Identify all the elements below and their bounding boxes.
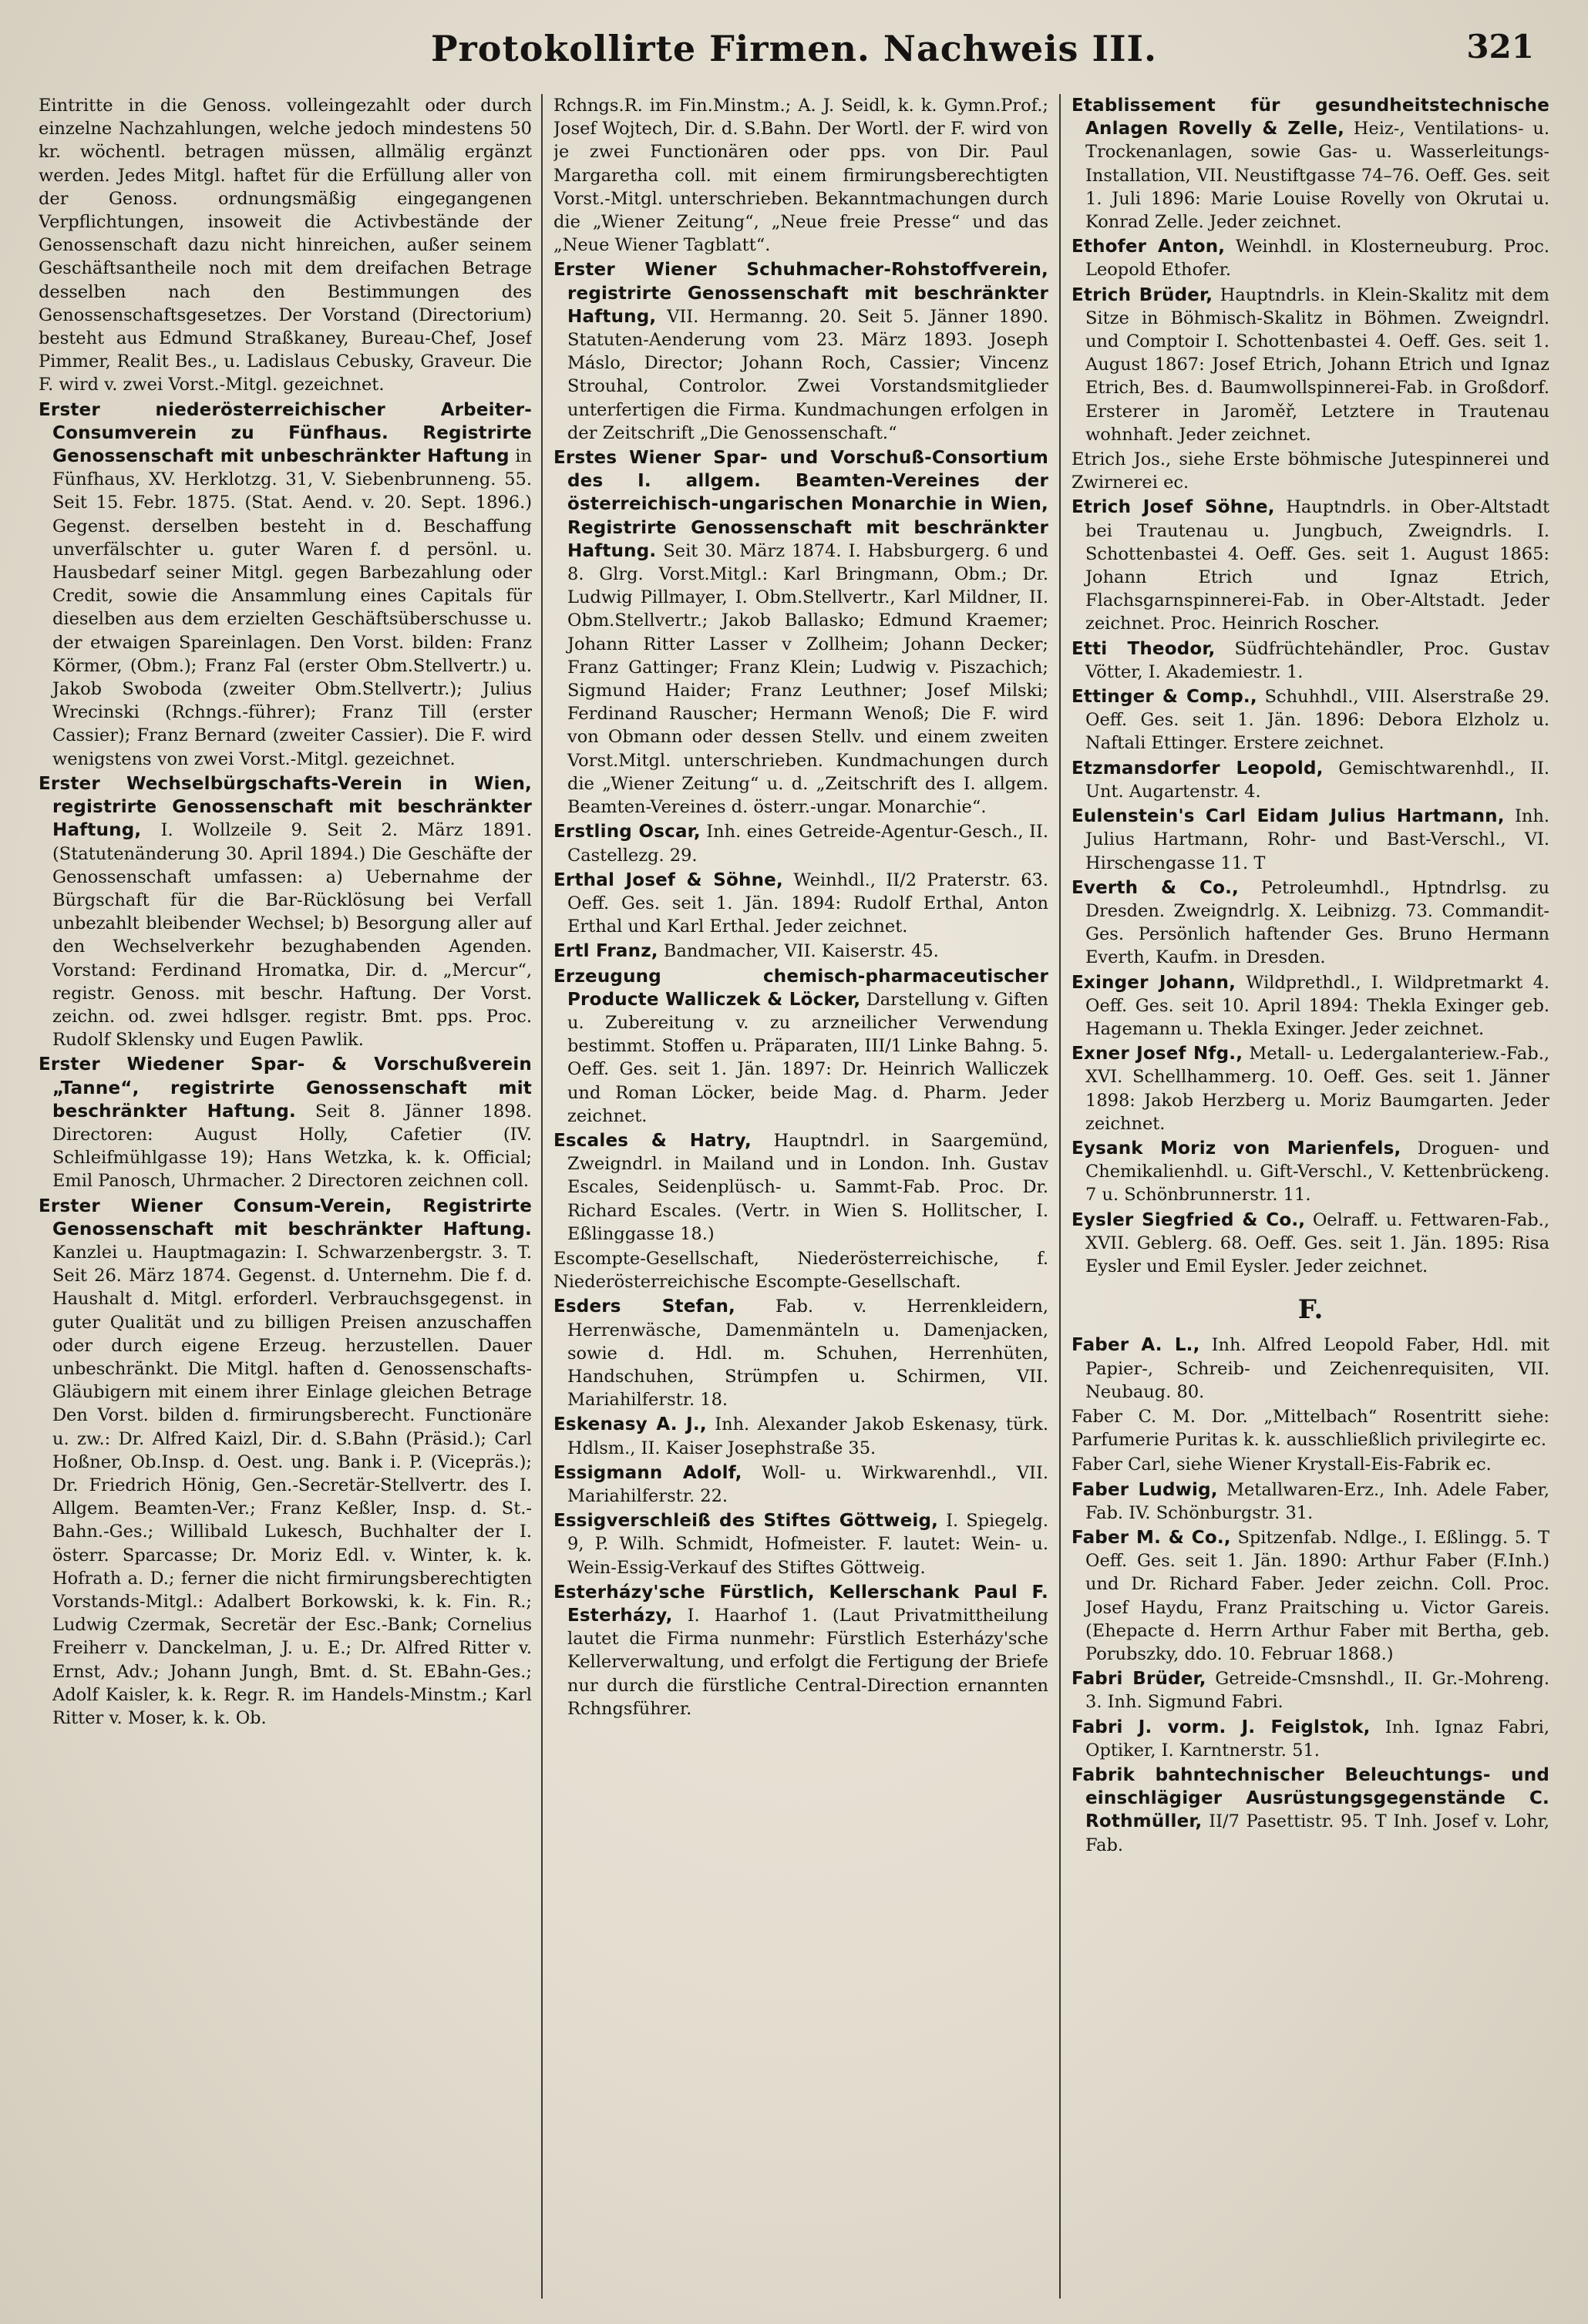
entry-text: Metall- u. Ledergalanteriew.-Fab., XVI. Schellhammerg. 10. Oeff. Ges. seit 1. Jänner 1898: Jakob Herzberg u. Moriz Baumgarten. Jeder zeichnet.: [1085, 1044, 1549, 1134]
entry-text: Fab. v. Herrenkleidern, Herrenwäsche, Damenmänteln u. Damenjacken, sowie d. Hdl. m. Schuhen, Herrenhüten, Handschuhen, Strümpfen u. Schirmen, VII. Mariahilferstr. 18.: [567, 1297, 1048, 1411]
directory-entry: [1072, 757, 1549, 803]
entry-text: Droguen- und Chemikalienhdl. u. Gift-Verschl., V. Kettenbrückeng. 7 u. Schönbrunnerstr. 11.: [1085, 1138, 1549, 1206]
entry-text: Südfrüchtehändler, Proc. Gustav Vötter, I. Akademiestr. 1.: [1085, 638, 1549, 682]
firm-name: Fabri J. vorm. J. Feiglstok,: [1072, 1717, 1371, 1737]
directory-entry: [39, 1195, 532, 1730]
firm-name: Etablissement für gesundheitstechnische Anlagen Rovelly & Zelle,: [1072, 96, 1549, 140]
firm-name: Fabri Brüder,: [1072, 1669, 1206, 1690]
firm-name: Faber M. & Co.,: [1072, 1527, 1231, 1548]
directory-entry: [1072, 1209, 1549, 1279]
firm-name: Etrich Brüder,: [1072, 284, 1213, 305]
firm-name: Esterházy'sche Fürstlich, Kellerschank Paul F. Esterházy,: [553, 1582, 1048, 1626]
page-number: 321: [1466, 28, 1534, 66]
firm-name: Eysler Siegfried & Co.,: [1072, 1209, 1306, 1230]
entry-text: Etrich Jos., siehe Erste böhmische Jutespinnerei und Zwirnerei ec.: [1072, 449, 1549, 493]
entry-text: Heiz-, Ventilations- u. Trockenanlagen, sowie Gas- u. Wasserleitungs-Installation, VII. Neustiftgasse 74–76. Oeff. Ges. seit 1. Juli 1896: Marie Louise Rovelly von Okrutai u. Konrad Zelle. Jeder zeichnet.: [1085, 119, 1549, 233]
entry-text: Hauptndrl. in Saargemünd, Zweigndrl. in Mailand und in London. Inh. Gustav Escales, Seidenplüsch- u. Sammt-Fab. Proc. Dr. Richard Escales. (Vertr. in Wien S. Hollitscher, I. Eßlinggasse 18.): [567, 1130, 1048, 1244]
running-title: Protokollirte Firmen. Nachweis III.: [430, 28, 1158, 69]
entry-text: VII. Hermanng. 20. Seit 5. Jänner 1890. Statuten-Aenderung vom 23. März 1893. Joseph Máslo, Director; Johann Roch, Cassier; Vincenz Strouhal, Controlor. Zwei Vorstandsmitglieder unterfertigen die Firma. Kundmachungen erfolgen in der Zeitschrift „Die Genossenschaft.“: [567, 306, 1048, 443]
entry-text: I. Haarhof 1. (Laut Privatmittheilung lautet die Firma nunmehr: Fürstlich Esterházy'sche Kellerverwaltung, und erfolgt die Fertigung der Briefe nur durch die fürstliche Central-Direction ernannten Rchngsführer.: [567, 1606, 1048, 1719]
entry-text: Hauptndrls. in Klein-Skalitz mit dem Sitze in Böhmisch-Skalitz in Böhmen. Zweigndrl. und Comptoir I. Schottenbastei 4. Oeff. Ges. seit 1. August 1867: Josef Etrich, Johann Etrich und Ignaz Etrich, Bes. d. Baumwollspinnerei-Fab. in Großdorf. Ersterer in Jaroměř, Letztere in Trautenau wohnhaft. Jeder zeichnet.: [1085, 284, 1549, 445]
page-header: [0, 28, 1588, 89]
firm-name: Faber Ludwig,: [1072, 1479, 1218, 1500]
directory-entry: [553, 1295, 1048, 1411]
entry-text: Faber C. M. Dor. „Mittelbach“ Rosentritt siehe: Parfumerie Puritas k. k. ausschließlich privilegirte ec.: [1072, 1406, 1549, 1451]
section-letter: F.: [1297, 1294, 1324, 1326]
directory-entry: [39, 772, 532, 1051]
directory-entry: [553, 1581, 1048, 1720]
firm-name: Erzeugung chemisch-pharmaceutischer Producte Walliczek & Löcker,: [553, 966, 1048, 1010]
directory-entry: [1072, 1453, 1549, 1476]
entry-text: Spitzenfab. Ndlge., I. Eßlingg. 5. T Oeff. Ges. seit 1. Jän. 1890: Arthur Faber (F.Inh.) und Dr. Richard Faber. Jeder zeichn. Coll. Proc. Josef Haydu, Franz Praitsching u. Victor Gareis. (Ehepacte d. Herrn Arthur Faber mit Bertha, geb. Porubszky, ddo. 10. Februar 1868.): [1085, 1527, 1549, 1664]
firm-name: Eysank Moriz von Marienfels,: [1072, 1138, 1401, 1159]
entry-text: Weinhdl., II/2 Praterstr. 63. Oeff. Ges. seit 1. Jän. 1894: Rudolf Erthal, Anton Erthal und Karl Erthal. Jeder zeichnet.: [567, 869, 1048, 937]
directory-entry: [1072, 448, 1549, 494]
directory-entry: [553, 258, 1048, 445]
entry-text: Gemischtwarenhdl., II. Unt. Augartenstr. 4.: [1085, 758, 1549, 802]
entry-text: I. Spiegelg. 9, P. Wilh. Schmidt, Hofmeister. F. lautet: Wein- u. Wein-Essig-Verkauf des Stiftes Göttweig.: [567, 1511, 1048, 1578]
entry-text: Inh. Alexander Jakob Eskenasy, türk. Hdlsm., II. Kaiser Josephstraße 35.: [567, 1414, 1048, 1458]
entry-text: Escompte-Gesellschaft, Niederösterreichische, f. Niederösterreichische Escompte-Gesellschaft.: [553, 1248, 1048, 1293]
entry-text: Schuhhdl., VIII. Alserstraße 29. Oeff. Ges. seit 1. Jän. 1896: Debora Elzholz u. Naftali Ettinger. Erstere zeichnet.: [1085, 687, 1549, 754]
directory-entry: [39, 1053, 532, 1192]
directory-entry: [1072, 637, 1549, 684]
directory-entry: [553, 1129, 1048, 1246]
firm-name: Everth & Co.,: [1072, 877, 1239, 898]
directory-entry: [1072, 685, 1549, 755]
firm-name: Eskenasy A. J.,: [553, 1414, 707, 1435]
firm-name: Ertl Franz,: [553, 941, 658, 962]
entry-text: Inh. eines Getreide-Agentur-Gesch., II. Castellezg. 29.: [567, 822, 1048, 866]
directory-entry: [1072, 94, 1549, 234]
firm-name: Erstes Wiener Spar- und Vorschuß-Consortium des I. allgem. Beamten-Vereines der österreichisch-ungarischen Monarchie in Wien, Registrirte Genossenschaft mit beschränkter Haftung.: [553, 448, 1048, 561]
entry-text: Kanzlei u. Hauptmagazin: I. Schwarzenbergstr. 3. T. Seit 26. März 1874. Gegenst. d. Unternehm. Die f. d. Haushalt d. Mitgl. erforderl. Verbrauchsgegenst. in guter Qualität und zu billigen Preisen anzuschaffen oder durch eigene Erzeug. herzustellen. Dauer unbeschränkt. Die Mitgl. haften d. Genossenschafts-Gläubigern mit einem ihrer Einlage gleichen Betrage Den Vorst. bilden d. firmirungsberecht. Functionäre u. zw.: Dr. Alfred Kaizl, Dir. d. S.Bahn (Präsid.); Carl Hoßner, Ob.Insp. d. Oest. ung. Bank i. P. (Vicepräs.); Dr. Friedrich Hönig, Gen.-Secretär-Stellvertr. des I. Allgem. Beamten-Ver.; Franz Keßler, Insp. d. St.-Bahn.-Ges.; Willibald Lukesch, Buchhalter der I. österr. Sparcasse; Dr. Moriz Edl. v. Winter, k. k. Hofrath a. D.; ferner die nicht firmirungsberechtigten Vorstands-Mitgl.: Adalbert Borkowski, k. k. Fin. R.; Ludwig Czermak, Secretär der Esc.-Bank; Cornelius Freiherr v. Danckelman, J. u. E.; Dr. Alfred Ritter v. Ernst, Adv.; Johann Jungh, Bmt. d. St. EBahn-Ges.; Adolf Kaisler, k. k. Regr. R. im Handels-Minstm.; Karl Ritter v. Moser, k. k. Ob.: [52, 1242, 532, 1729]
entry-text: Bandmacher, VII. Kaiserstr. 45.: [663, 941, 939, 962]
entry-text: Seit 30. März 1874. I. Habsburgerg. 6 und 8. Glrg. Vorst.Mitgl.: Karl Bringmann, Obm.; Dr. Ludwig Pillmayer, I. Obm.Stellvertr., Karl Mildner, II. Obm.Stellvertr.; Jakob Ballasko; Edmund Kraemer; Johann Ritter Lasser v Zollheim; Johann Decker; Franz Gattinger; Franz Klein; Ludwig v. Piszachich; Sigmund Haider; Franz Leuthner; Josef Milski; Ferdinand Rauscher; Hermann Wenoß; Die F. wird von Obmann oder dessen Stellv. und einem zweiten Vorst.Mitgl. unterschrieben. Kundmachungen durch die „Wiener Zeitung“ u. d. „Zeitschrift des I. allgem. Beamten-Vereines d. österr.-ungar. Monarchie“.: [567, 540, 1048, 818]
directory-entry: [553, 1461, 1048, 1508]
directory-entry: [1072, 1405, 1549, 1451]
firm-name: Faber A. L.,: [1072, 1335, 1200, 1356]
directory-entry: [553, 820, 1048, 866]
firm-name: Ethofer Anton,: [1072, 237, 1226, 257]
directory-entry: [1072, 235, 1549, 281]
firm-name: Erstling Oscar,: [553, 822, 701, 842]
firm-name: Exinger Johann,: [1072, 972, 1236, 993]
column-3: [1072, 94, 1549, 2299]
column-divider: [541, 94, 543, 2299]
entry-text: Hauptndrls. in Ober-Altstadt bei Trautenau u. Jungbuch, Zweigndrls. I. Schottenbastei 4. Oeff. Ges. seit 1. August 1865: Johann Etrich und Ignaz Etrich, Flachsgarnspinnerei-Fab. in Ober-Altstadt. Jeder zeichnet. Proc. Heinrich Roscher.: [1085, 497, 1549, 634]
entry-text: Faber Carl, siehe Wiener Krystall-Eis-Fabrik ec.: [1072, 1455, 1492, 1475]
directory-entry: [553, 940, 1048, 963]
directory-entry: [553, 869, 1048, 939]
entry-text: Petroleumhdl., Hptndrlsg. zu Dresden. Zweigndrlg. X. Leibnizg. 73. Commandit-Ges. Persönlich haftender Ges. Bruno Hermann Everth, Kaufm. in Dresden.: [1085, 877, 1549, 968]
firm-name: Escales & Hatry,: [553, 1130, 752, 1151]
directory-entry: [553, 94, 1048, 257]
directory-entry: [1072, 876, 1549, 970]
directory-entry: [1072, 805, 1549, 875]
column-2: [553, 94, 1048, 2299]
firm-name: Erster niederösterreichischer Arbeiter-Consumverein zu Fünfhaus. Registrirte Genossenschaft mit unbeschränkter Haftung: [39, 399, 532, 467]
entry-text: in Fünfhaus, XV. Herklotzg. 31, V. Siebenbrunneng. 55. Seit 15. Febr. 1875. (Stat. Aend. v. 20. Sept. 1896.) Gegenst. derselben besteht in d. Beschaffung unverfälschter u. guter Waren f. d persönl. u. Hausbedarf seiner Mitgl. gegen Barbezahlung oder Credit, sowie die Ansammlung eines Capitals für dieselben aus dem erzielten Geschäftsüberschusse u. der etwaigen Spareinlagen. Den Vorst. bilden: Franz Körmer, (Obm.); Franz Fal (erster Obm.Stellvertr.) u. Jakob Swoboda (zweiter Obm.Stellvertr.); Julius Wrecinski (Rchngs.-führer); Franz Till (erster Cassier); Franz Bernard (zweiter Cassier). Die F. wird wenigstens von zwei Vorst.-Mitgl. gezeichnet.: [52, 446, 532, 769]
directory-entry: [1072, 1478, 1549, 1525]
firm-name: Eulenstein's Carl Eidam Julius Hartmann,: [1072, 806, 1505, 827]
firm-name: Etzmansdorfer Leopold,: [1072, 758, 1324, 779]
entry-text: Wildprethdl., I. Wildpretmarkt 4. Oeff. Ges. seit 10. April 1894: Thekla Exinger geb. Hagemann u. Thekla Exinger. Jeder zeichnet.: [1085, 972, 1549, 1039]
directory-entry: [1072, 284, 1549, 446]
directory-entry: [1072, 1716, 1549, 1762]
directory-entry: [1072, 1526, 1549, 1666]
firm-name: Erster Wechselbürgschafts-Verein in Wien, registrirte Genossenschaft mit beschränkter Haftung,: [39, 773, 532, 841]
directory-entry: [1072, 1667, 1549, 1714]
directory-entry: [553, 1509, 1048, 1579]
directory-entry: [1072, 1334, 1549, 1404]
firm-name: Essigverschleiß des Stiftes Göttweig,: [553, 1511, 939, 1532]
firm-name: Esders Stefan,: [553, 1297, 735, 1317]
entry-text: Metallwaren-Erz., Inh. Adele Faber, Fab. IV. Schönburgstr. 31.: [1085, 1479, 1549, 1523]
directory-entry: [553, 1413, 1048, 1459]
entry-text: Rchngs.R. im Fin.Minstm.; A. J. Seidl, k. k. Gymn.Prof.; Josef Wojtech, Dir. d. S.Bahn. Der Wortl. der F. wird von je zwei Functionären oder pps. von Dir. Paul Margaretha coll. mit einem firmirungsberechtigten Vorst.-Mitgl. unterschrieben. Bekanntmachungen durch die „Wiener Zeitung“, „Neue freie Presse“ und das „Neue Wiener Tagblatt“.: [553, 96, 1048, 256]
directory-entry: [553, 446, 1048, 819]
directory-entry: [1072, 496, 1549, 635]
directory-entry: [553, 965, 1048, 1128]
directory-entry: [39, 94, 532, 397]
directory-entry: [39, 399, 532, 771]
entry-text: Getreide-Cmsnshdl., II. Gr.-Mohreng. 3. Inh. Sigmund Fabri.: [1085, 1669, 1549, 1713]
firm-name: Essigmann Adolf,: [553, 1462, 742, 1483]
entry-text: Darstellung v. Giften u. Zubereitung v. zu arzneilicher Verwendung bestimmt. Stoffen u. Präparaten, III/1 Linke Bahng. 5. Oeff. Ges. seit 1. Jän. 1897: Dr. Heinrich Walliczek und Roman Löcker, beide Mag. d. Pharm. Jeder zeichnet.: [567, 989, 1048, 1126]
directory-entry: [1072, 1764, 1549, 1857]
entry-text: Inh. Ignaz Fabri, Optiker, I. Karntnerstr. 51.: [1085, 1717, 1549, 1761]
directory-entry: [1072, 1137, 1549, 1207]
entry-text: Inh. Alfred Leopold Faber, Hdl. mit Papier-, Schreib- und Zeichenrequisiten, VII. Neubaug. 80.: [1085, 1335, 1549, 1402]
firm-name: Etti Theodor,: [1072, 638, 1216, 659]
directory-entry: [1072, 1042, 1549, 1135]
directory-entry: [553, 1247, 1048, 1293]
entry-text: I. Wollzeile 9. Seit 2. März 1891. (Statutenänderung 30. April 1894.) Die Geschäfte der Genossenschaft umfassen: a) Uebernahme der Bürgschaft für die Bar-Rücklösung bei Verfall unbezahlt bleibender Wechsel; b) Besorgung aller auf den Wechselverkehr bezughabenden Agenden. Vorstand: Ferdinand Hromatka, Dir. d. „Mercur“, registr. Genoss. mit beschr. Haftung. Der Vorst. zeichn. od. zwei hdlsger. registr. Bmt. pps. Proc. Rudolf Sklensky und Eugen Pawlik.: [52, 820, 532, 1051]
firm-name: Erster Wiedener Spar- & Vorschußverein „Tanne“, registrirte Genossenschaft mit beschränkter Haftung.: [39, 1054, 532, 1122]
entry-text: Eintritte in die Genoss. volleingezahlt oder durch einzelne Nachzahlungen, welche jedoch mindestens 50 kr. wöchentl. betragen müssen, allmälig ergänzt werden. Jedes Mitgl. haftet für die Erfüllung aller von der Genoss. ordnungsmäßig eingegangenen Verpflichtungen, insoweit die Activbestände der Genossenschaft dazu nicht hinreichen, außer seinem Geschäftsantheile noch mit dem dreifachen Betrage desselben nach den Bestimmungen des Genossenschaftsgesetzes. Der Vorstand (Directorium) besteht aus Edmund Straßkaney, Bureau-Chef, Josef Pimmer, Realit Bes., u. Ladislaus Cebusky, Graveur. Die F. wird v. zwei Vorst.-Mitgl. gezeichnet.: [39, 96, 532, 395]
directory-entry: [1072, 971, 1549, 1041]
firm-name: Erster Wiener Consum-Verein, Registrirte Genossenschaft mit beschränkter Haftung.: [39, 1196, 532, 1239]
entry-text: Weinhdl. in Klosterneuburg. Proc. Leopold Ethofer.: [1085, 237, 1549, 281]
entry-text: Oelraff. u. Fettwaren-Fab., XVII. Geblerg. 68. Oeff. Ges. seit 1. Jän. 1895: Risa Eysler und Emil Eysler. Jeder zeichnet.: [1085, 1209, 1549, 1276]
entry-text: Inh. Julius Hartmann, Rohr- und Bast-Verschl., VI. Hirschengasse 11. T: [1085, 806, 1549, 873]
firm-name: Exner Josef Nfg.,: [1072, 1044, 1243, 1064]
firm-name: Fabrik bahntechnischer Beleuchtungs- und einschlägiger Ausrüstungsgegenstände C. Rothmüller,: [1072, 1765, 1549, 1832]
column-divider: [1059, 94, 1061, 2299]
entry-text: Woll- u. Wirkwarenhdl., VII. Mariahilferstr. 22.: [567, 1462, 1048, 1506]
entry-text: Seit 8. Jänner 1898. Directoren: August Holly, Cafetier (IV. Schleifmühlgasse 19); Hans Wetzka, k. k. Official; Emil Panosch, Uhrmacher. 2 Directoren zeichnen coll.: [52, 1101, 532, 1192]
firm-name: Erster Wiener Schuhmacher-Rohstoffverein, registrirte Genossenschaft mit beschränkter Haftung,: [553, 260, 1048, 327]
column-1: [39, 94, 532, 2299]
firm-name: Ettinger & Comp.,: [1072, 687, 1257, 708]
entry-text: II/7 Pasettistr. 95. T Inh. Josef v. Lohr, Fab.: [1085, 1811, 1549, 1855]
firm-name: Etrich Josef Söhne,: [1072, 497, 1275, 518]
firm-name: Erthal Josef & Söhne,: [553, 869, 783, 890]
directory-columns: [39, 94, 1549, 2299]
